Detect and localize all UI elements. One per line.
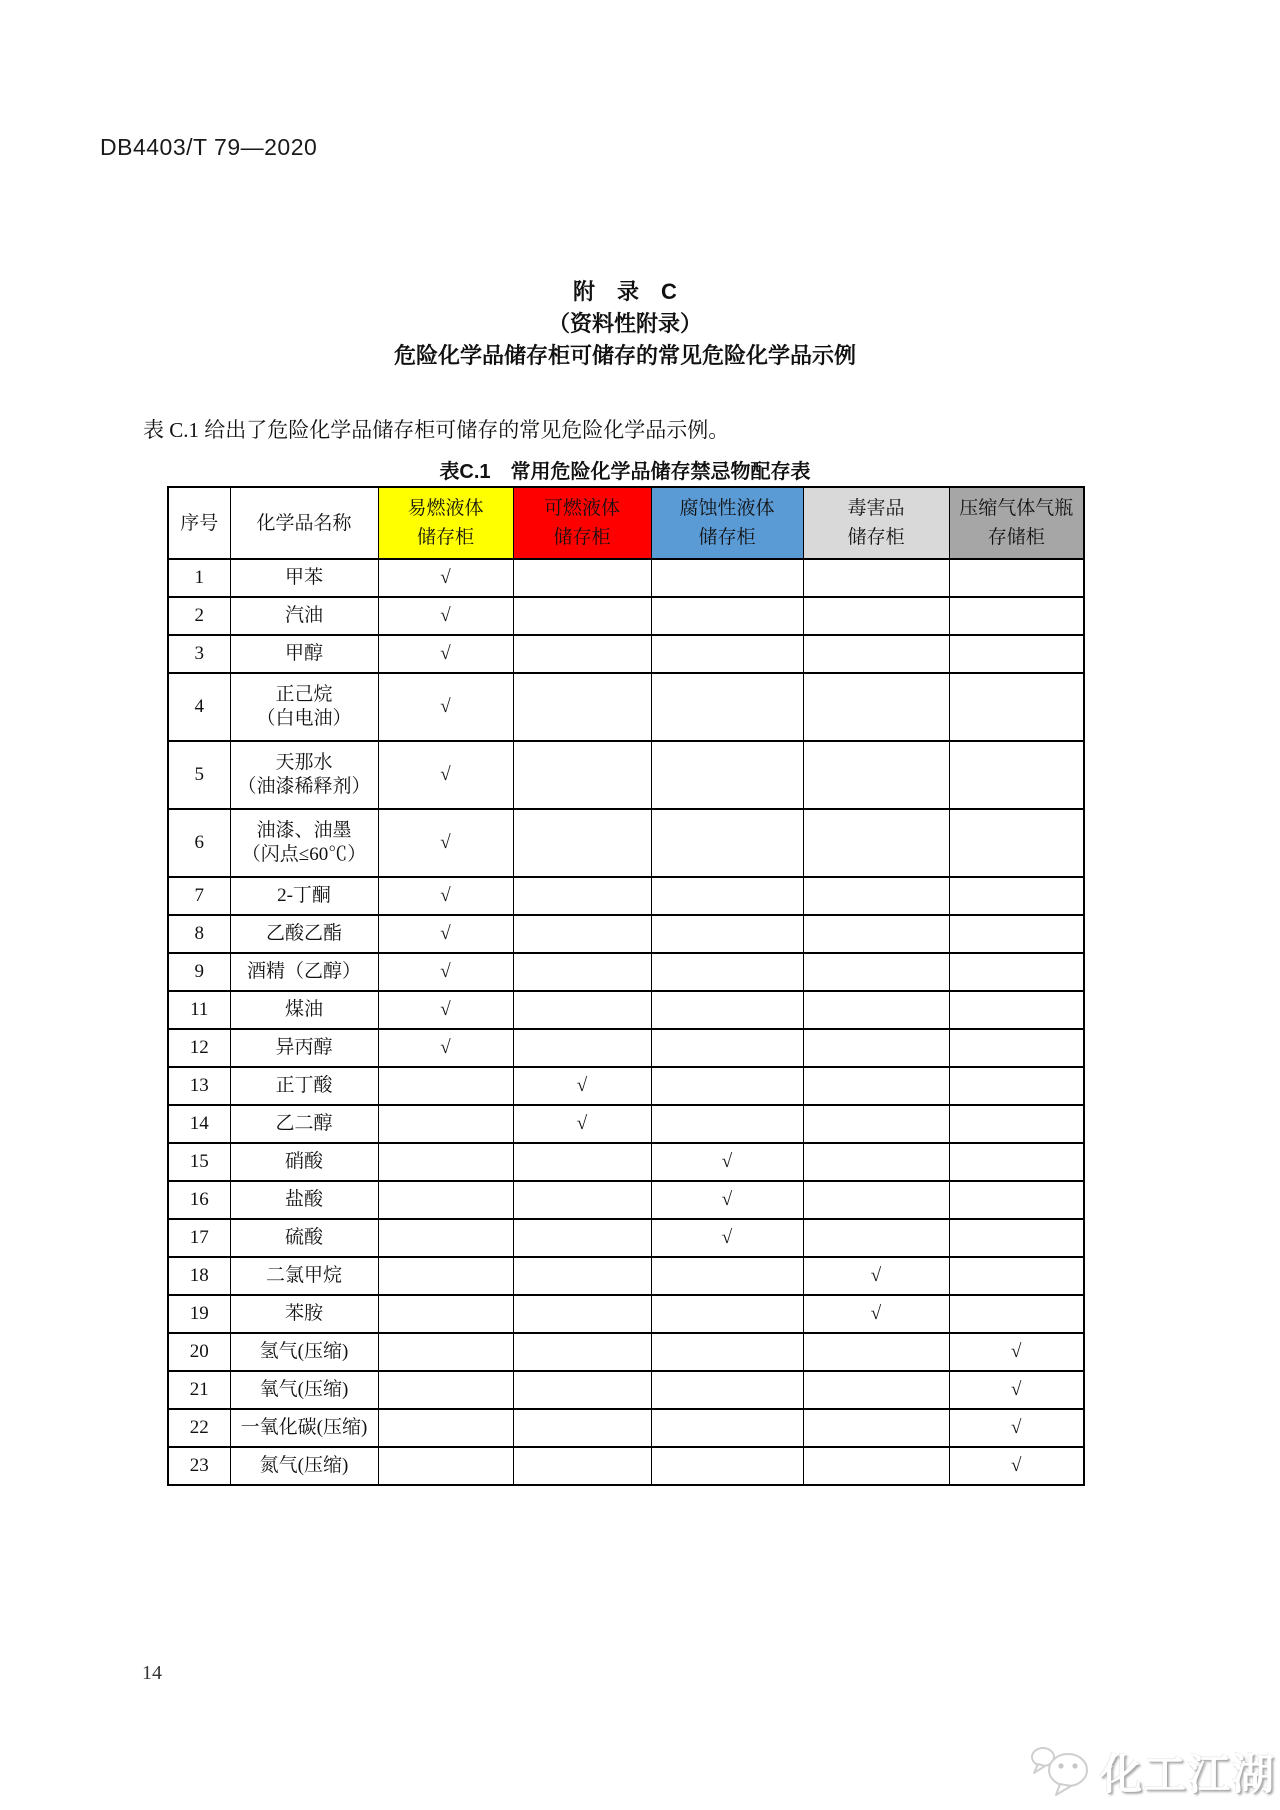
column-header-3: 可燃液体 储存柜: [513, 487, 651, 559]
cell-empty: [378, 1257, 513, 1295]
cell-empty: [803, 597, 949, 635]
cell-empty: [513, 741, 651, 809]
cell-chemical-name: 油漆、油墨 （闪点≤60℃）: [230, 809, 378, 877]
cell-checkmark: √: [378, 915, 513, 953]
cell-empty: [949, 1029, 1084, 1067]
cell-checkmark: √: [949, 1409, 1084, 1447]
cell-empty: [651, 1105, 803, 1143]
cell-serial: 2: [168, 597, 230, 635]
table-row-14: [168, 1105, 1084, 1143]
cell-serial: 14: [168, 1105, 230, 1143]
table-caption: 表C.1 常用危险化学品储存禁忌物配存表: [439, 461, 811, 483]
cell-serial: 20: [168, 1333, 230, 1371]
cell-empty: [513, 877, 651, 915]
table-row-13: [168, 1067, 1084, 1105]
cell-serial: 8: [168, 915, 230, 953]
cell-empty: [378, 1447, 513, 1485]
cell-serial: 13: [168, 1067, 230, 1105]
cell-chemical-name: 异丙醇: [230, 1029, 378, 1067]
cell-empty: [651, 1409, 803, 1447]
cell-empty: [803, 1029, 949, 1067]
cell-serial: 9: [168, 953, 230, 991]
cell-empty: [803, 1219, 949, 1257]
cell-empty: [651, 809, 803, 877]
cell-chemical-name: 乙二醇: [230, 1105, 378, 1143]
cell-empty: [949, 915, 1084, 953]
cell-empty: [651, 877, 803, 915]
table-row-4: [168, 673, 1084, 741]
cell-empty: [651, 915, 803, 953]
cell-empty: [513, 559, 651, 597]
cell-empty: [513, 597, 651, 635]
cell-empty: [651, 635, 803, 673]
cell-empty: [513, 1219, 651, 1257]
cell-checkmark: √: [803, 1257, 949, 1295]
cell-empty: [949, 597, 1084, 635]
cell-empty: [803, 877, 949, 915]
table-row-2: [168, 597, 1084, 635]
cell-empty: [949, 1067, 1084, 1105]
table-row-15: [168, 1143, 1084, 1181]
table-row-21: [168, 1371, 1084, 1409]
cell-checkmark: √: [949, 1333, 1084, 1371]
cell-chemical-name: 氮气(压缩): [230, 1447, 378, 1485]
cell-empty: [651, 741, 803, 809]
table-row-9: [168, 953, 1084, 991]
cell-empty: [513, 1371, 651, 1409]
cell-empty: [513, 1333, 651, 1371]
cell-empty: [803, 953, 949, 991]
cell-empty: [513, 809, 651, 877]
table-row-1: [168, 559, 1084, 597]
cell-empty: [803, 991, 949, 1029]
cell-empty: [513, 1143, 651, 1181]
cell-serial: 11: [168, 991, 230, 1029]
cell-chemical-name: 硫酸: [230, 1219, 378, 1257]
doc-code: DB4403/T 79—2020: [100, 134, 318, 160]
table-row-3: [168, 635, 1084, 673]
cell-empty: [803, 1333, 949, 1371]
table-row-16: [168, 1181, 1084, 1219]
cell-empty: [651, 1067, 803, 1105]
cell-chemical-name: 氧气(压缩): [230, 1371, 378, 1409]
appendix-subtitle: （资料性附录）: [547, 311, 702, 336]
cell-empty: [949, 1181, 1084, 1219]
cell-chemical-name: 汽油: [230, 597, 378, 635]
cell-chemical-name: 煤油: [230, 991, 378, 1029]
cell-empty: [651, 1333, 803, 1371]
cell-checkmark: √: [803, 1295, 949, 1333]
cell-empty: [949, 741, 1084, 809]
cell-empty: [513, 1447, 651, 1485]
cell-serial: 12: [168, 1029, 230, 1067]
cell-empty: [949, 559, 1084, 597]
cell-empty: [513, 635, 651, 673]
cell-empty: [651, 559, 803, 597]
cell-checkmark: √: [378, 741, 513, 809]
cell-empty: [378, 1143, 513, 1181]
table-row-7: [168, 877, 1084, 915]
cell-empty: [803, 1143, 949, 1181]
cell-empty: [513, 1295, 651, 1333]
cell-empty: [513, 953, 651, 991]
cell-serial: 21: [168, 1371, 230, 1409]
cell-empty: [803, 559, 949, 597]
cell-empty: [949, 1219, 1084, 1257]
cell-empty: [378, 1333, 513, 1371]
appendix-title: 附 录 C: [573, 279, 677, 304]
cell-checkmark: √: [378, 559, 513, 597]
cell-empty: [651, 1447, 803, 1485]
cell-empty: [949, 953, 1084, 991]
cell-checkmark: √: [513, 1067, 651, 1105]
cell-empty: [949, 673, 1084, 741]
cell-empty: [513, 915, 651, 953]
cell-chemical-name: 天那水 （油漆稀释剂）: [230, 741, 378, 809]
cell-empty: [803, 741, 949, 809]
cell-empty: [651, 673, 803, 741]
cell-empty: [949, 635, 1084, 673]
cell-serial: 17: [168, 1219, 230, 1257]
cell-checkmark: √: [651, 1219, 803, 1257]
column-header-2: 易燃液体 储存柜: [378, 487, 513, 559]
cell-chemical-name: 正丁酸: [230, 1067, 378, 1105]
cell-chemical-name: 一氧化碳(压缩): [230, 1409, 378, 1447]
cell-empty: [378, 1409, 513, 1447]
cell-serial: 1: [168, 559, 230, 597]
cell-checkmark: √: [378, 809, 513, 877]
cell-serial: 23: [168, 1447, 230, 1485]
cell-checkmark: √: [378, 597, 513, 635]
column-header-0: 序号: [168, 487, 230, 559]
watermark-text: 化工江湖: [1100, 1751, 1277, 1798]
cell-empty: [513, 1181, 651, 1219]
cell-empty: [949, 1143, 1084, 1181]
wechat-icon: [1028, 1743, 1096, 1801]
intro-paragraph: 表 C.1 给出了危险化学品储存柜可储存的常见危险化学品示例。: [143, 418, 730, 442]
cell-empty: [513, 673, 651, 741]
cell-empty: [949, 1257, 1084, 1295]
cell-checkmark: √: [949, 1371, 1084, 1409]
table-row-12: [168, 1029, 1084, 1067]
cell-empty: [378, 1105, 513, 1143]
cell-checkmark: √: [378, 635, 513, 673]
table-row-17: [168, 1219, 1084, 1257]
cell-empty: [378, 1067, 513, 1105]
cell-empty: [651, 1371, 803, 1409]
cell-checkmark: √: [378, 1029, 513, 1067]
column-header-6: 压缩气体气瓶 存储柜: [949, 487, 1084, 559]
cell-empty: [651, 1257, 803, 1295]
cell-empty: [949, 991, 1084, 1029]
column-header-1: 化学品名称: [230, 487, 378, 559]
cell-empty: [949, 1105, 1084, 1143]
table-row-18: [168, 1257, 1084, 1295]
column-header-5: 毒害品 储存柜: [803, 487, 949, 559]
cell-checkmark: √: [949, 1447, 1084, 1485]
table-row-11: [168, 991, 1084, 1029]
cell-empty: [803, 1067, 949, 1105]
cell-checkmark: √: [651, 1143, 803, 1181]
cell-empty: [513, 1029, 651, 1067]
cell-empty: [378, 1219, 513, 1257]
cell-empty: [513, 991, 651, 1029]
cell-checkmark: √: [378, 953, 513, 991]
cell-empty: [651, 1295, 803, 1333]
cell-chemical-name: 苯胺: [230, 1295, 378, 1333]
cell-empty: [803, 809, 949, 877]
cell-empty: [513, 1257, 651, 1295]
column-header-4: 腐蚀性液体 储存柜: [651, 487, 803, 559]
table-row-19: [168, 1295, 1084, 1333]
cell-empty: [651, 953, 803, 991]
cell-empty: [803, 1371, 949, 1409]
cell-empty: [513, 1409, 651, 1447]
cell-serial: 16: [168, 1181, 230, 1219]
table-row-5: [168, 741, 1084, 809]
table-body: [168, 559, 1084, 1485]
cell-serial: 7: [168, 877, 230, 915]
cell-empty: [651, 1029, 803, 1067]
cell-chemical-name: 硝酸: [230, 1143, 378, 1181]
table-head-row: [168, 487, 1084, 559]
cell-checkmark: √: [378, 991, 513, 1029]
cell-chemical-name: 盐酸: [230, 1181, 378, 1219]
cell-empty: [651, 597, 803, 635]
cell-serial: 22: [168, 1409, 230, 1447]
table-row-8: [168, 915, 1084, 953]
cell-empty: [949, 809, 1084, 877]
cell-empty: [378, 1181, 513, 1219]
cell-serial: 18: [168, 1257, 230, 1295]
cell-chemical-name: 二氯甲烷: [230, 1257, 378, 1295]
cell-checkmark: √: [513, 1105, 651, 1143]
cell-empty: [803, 915, 949, 953]
page-number: 14: [142, 1662, 162, 1684]
cell-chemical-name: 氢气(压缩): [230, 1333, 378, 1371]
cell-empty: [803, 635, 949, 673]
table-row-6: [168, 809, 1084, 877]
cell-checkmark: √: [378, 877, 513, 915]
cell-serial: 15: [168, 1143, 230, 1181]
cell-chemical-name: 甲苯: [230, 559, 378, 597]
cell-serial: 5: [168, 741, 230, 809]
cell-empty: [803, 1181, 949, 1219]
cell-serial: 4: [168, 673, 230, 741]
cell-empty: [803, 1409, 949, 1447]
table-row-22: [168, 1409, 1084, 1447]
cell-serial: 6: [168, 809, 230, 877]
appendix-title-block: [0, 276, 1250, 372]
cell-empty: [651, 991, 803, 1029]
cell-chemical-name: 2-丁酮: [230, 877, 378, 915]
cell-serial: 19: [168, 1295, 230, 1333]
cell-chemical-name: 正己烷 （白电油）: [230, 673, 378, 741]
cell-checkmark: √: [651, 1181, 803, 1219]
table-row-23: [168, 1447, 1084, 1485]
cell-chemical-name: 酒精（乙醇）: [230, 953, 378, 991]
watermark: [1028, 1742, 1276, 1802]
cell-chemical-name: 甲醇: [230, 635, 378, 673]
cell-serial: 3: [168, 635, 230, 673]
cell-empty: [803, 1447, 949, 1485]
cell-empty: [803, 673, 949, 741]
cell-empty: [378, 1371, 513, 1409]
cell-empty: [949, 1295, 1084, 1333]
table-row-20: [168, 1333, 1084, 1371]
cell-chemical-name: 乙酸乙酯: [230, 915, 378, 953]
cell-empty: [378, 1295, 513, 1333]
storage-table: [167, 486, 1085, 1486]
cell-empty: [803, 1105, 949, 1143]
cell-checkmark: √: [378, 673, 513, 741]
cell-empty: [949, 877, 1084, 915]
table-header: [168, 487, 1084, 559]
appendix-heading: 危险化学品储存柜可储存的常见危险化学品示例: [393, 343, 856, 368]
